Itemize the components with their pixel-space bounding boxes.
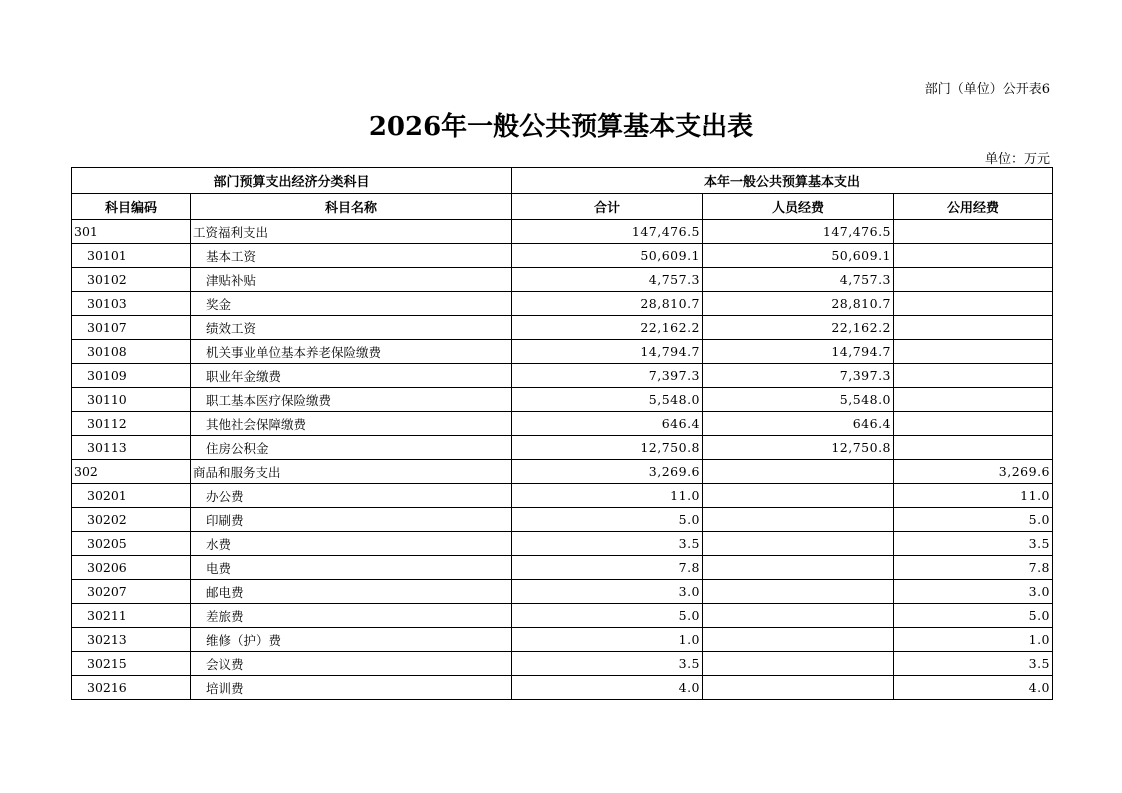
row-total: 147,476.5 <box>512 220 703 244</box>
row-name: 其他社会保障缴费 <box>191 412 512 436</box>
row-personnel: 12,750.8 <box>703 436 894 460</box>
row-name: 培训费 <box>191 676 512 700</box>
row-public: 11.0 <box>894 484 1053 508</box>
row-personnel: 646.4 <box>703 412 894 436</box>
row-personnel: 4,757.3 <box>703 268 894 292</box>
row-personnel <box>703 676 894 700</box>
table-row <box>72 604 1053 628</box>
row-name: 会议费 <box>191 652 512 676</box>
header-code: 科目编码 <box>72 194 191 220</box>
form-number: 部门（单位）公开表6 <box>924 82 1050 97</box>
row-code: 30216 <box>72 676 191 700</box>
table-row <box>72 292 1053 316</box>
row-code: 301 <box>72 220 191 244</box>
row-public: 3,269.6 <box>894 460 1053 484</box>
row-code: 30211 <box>72 604 191 628</box>
row-code: 302 <box>72 460 191 484</box>
table-row <box>72 268 1053 292</box>
row-name: 办公费 <box>191 484 512 508</box>
row-public <box>894 220 1053 244</box>
table-row <box>72 652 1053 676</box>
table-row <box>72 364 1053 388</box>
row-public <box>894 340 1053 364</box>
row-name: 职工基本医疗保险缴费 <box>191 388 512 412</box>
header-personnel: 人员经费 <box>703 194 894 220</box>
row-personnel: 28,810.7 <box>703 292 894 316</box>
row-total: 14,794.7 <box>512 340 703 364</box>
row-code: 30207 <box>72 580 191 604</box>
row-total: 4,757.3 <box>512 268 703 292</box>
row-code: 30202 <box>72 508 191 532</box>
row-total: 3.0 <box>512 580 703 604</box>
row-public <box>894 244 1053 268</box>
row-name: 水费 <box>191 532 512 556</box>
row-personnel <box>703 484 894 508</box>
row-public <box>894 268 1053 292</box>
row-total: 11.0 <box>512 484 703 508</box>
budget-table <box>71 167 1053 700</box>
row-personnel <box>703 652 894 676</box>
row-personnel <box>703 604 894 628</box>
header-public: 公用经费 <box>894 194 1053 220</box>
row-personnel: 22,162.2 <box>703 316 894 340</box>
row-personnel <box>703 508 894 532</box>
row-public <box>894 292 1053 316</box>
row-public: 3.5 <box>894 652 1053 676</box>
row-code: 30108 <box>72 340 191 364</box>
row-name: 印刷费 <box>191 508 512 532</box>
row-name: 维修（护）费 <box>191 628 512 652</box>
row-name: 差旅费 <box>191 604 512 628</box>
header-row-group <box>72 168 1053 194</box>
row-code: 30103 <box>72 292 191 316</box>
header-name: 科目名称 <box>191 194 512 220</box>
row-total: 1.0 <box>512 628 703 652</box>
row-total: 7,397.3 <box>512 364 703 388</box>
row-public: 1.0 <box>894 628 1053 652</box>
row-public <box>894 436 1053 460</box>
table-row <box>72 388 1053 412</box>
row-total: 646.4 <box>512 412 703 436</box>
table-row <box>72 220 1053 244</box>
table-row <box>72 244 1053 268</box>
header-group-basic-expenditure: 本年一般公共预算基本支出 <box>512 168 1053 194</box>
row-name: 电费 <box>191 556 512 580</box>
row-total: 5.0 <box>512 604 703 628</box>
row-personnel <box>703 580 894 604</box>
row-total: 3.5 <box>512 652 703 676</box>
row-personnel <box>703 460 894 484</box>
row-personnel <box>703 628 894 652</box>
row-name: 职业年金缴费 <box>191 364 512 388</box>
row-name: 邮电费 <box>191 580 512 604</box>
row-name: 住房公积金 <box>191 436 512 460</box>
table-row <box>72 676 1053 700</box>
row-public: 5.0 <box>894 508 1053 532</box>
row-public: 7.8 <box>894 556 1053 580</box>
table-row <box>72 316 1053 340</box>
row-total: 22,162.2 <box>512 316 703 340</box>
row-name: 工资福利支出 <box>191 220 512 244</box>
row-code: 30113 <box>72 436 191 460</box>
row-code: 30102 <box>72 268 191 292</box>
row-total: 28,810.7 <box>512 292 703 316</box>
row-public: 5.0 <box>894 604 1053 628</box>
header-total: 合计 <box>512 194 703 220</box>
row-total: 7.8 <box>512 556 703 580</box>
row-code: 30201 <box>72 484 191 508</box>
table-row <box>72 532 1053 556</box>
row-name: 商品和服务支出 <box>191 460 512 484</box>
header-row-columns <box>72 194 1053 220</box>
table-row <box>72 628 1053 652</box>
row-public <box>894 364 1053 388</box>
row-public <box>894 412 1053 436</box>
table-row <box>72 412 1053 436</box>
row-code: 30109 <box>72 364 191 388</box>
row-name: 绩效工资 <box>191 316 512 340</box>
table-row <box>72 436 1053 460</box>
table-row <box>72 580 1053 604</box>
unit-label: 单位：万元 <box>984 152 1050 167</box>
row-code: 30112 <box>72 412 191 436</box>
table-row <box>72 340 1053 364</box>
header-group-economic-class: 部门预算支出经济分类科目 <box>72 168 512 194</box>
row-total: 5.0 <box>512 508 703 532</box>
row-code: 30205 <box>72 532 191 556</box>
row-name: 基本工资 <box>191 244 512 268</box>
row-public <box>894 316 1053 340</box>
row-total: 50,609.1 <box>512 244 703 268</box>
row-public: 3.5 <box>894 532 1053 556</box>
row-code: 30206 <box>72 556 191 580</box>
row-code: 30107 <box>72 316 191 340</box>
row-code: 30110 <box>72 388 191 412</box>
row-personnel: 14,794.7 <box>703 340 894 364</box>
row-total: 12,750.8 <box>512 436 703 460</box>
row-personnel: 5,548.0 <box>703 388 894 412</box>
table-row <box>72 556 1053 580</box>
row-public: 4.0 <box>894 676 1053 700</box>
page-title: 2026年一般公共预算基本支出表 <box>368 112 754 142</box>
row-personnel <box>703 556 894 580</box>
row-name: 津贴补贴 <box>191 268 512 292</box>
row-personnel: 50,609.1 <box>703 244 894 268</box>
row-total: 5,548.0 <box>512 388 703 412</box>
table-row <box>72 484 1053 508</box>
row-public: 3.0 <box>894 580 1053 604</box>
table-row <box>72 508 1053 532</box>
row-total: 3,269.6 <box>512 460 703 484</box>
table-row <box>72 460 1053 484</box>
row-code: 30101 <box>72 244 191 268</box>
row-code: 30215 <box>72 652 191 676</box>
row-name: 奖金 <box>191 292 512 316</box>
row-personnel: 7,397.3 <box>703 364 894 388</box>
row-personnel: 147,476.5 <box>703 220 894 244</box>
row-public <box>894 388 1053 412</box>
row-name: 机关事业单位基本养老保险缴费 <box>191 340 512 364</box>
row-code: 30213 <box>72 628 191 652</box>
row-total: 3.5 <box>512 532 703 556</box>
row-personnel <box>703 532 894 556</box>
row-total: 4.0 <box>512 676 703 700</box>
